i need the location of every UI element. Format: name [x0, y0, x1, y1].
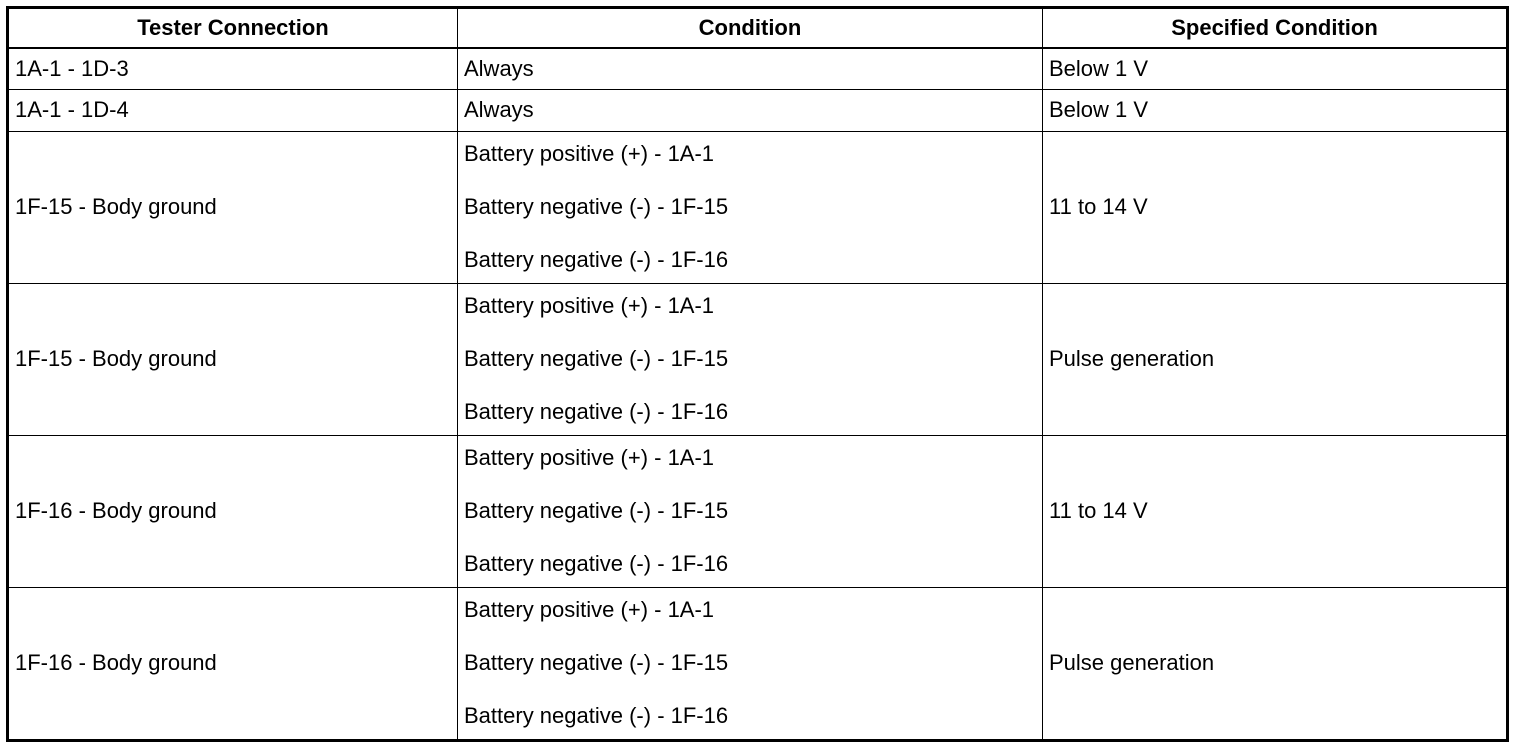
condition-cell	[458, 587, 1043, 740]
tester-connection-cell: 1F-15 - Body ground	[8, 283, 458, 435]
header-specified-condition: Specified Condition	[1043, 8, 1508, 49]
specified-condition-cell: Below 1 V	[1043, 48, 1508, 90]
condition-line: Battery negative (-) - 1F-15	[464, 193, 729, 219]
condition-line: Battery negative (-) - 1F-15	[464, 650, 729, 676]
table-row	[8, 48, 1508, 90]
specified-condition-cell: 11 to 14 V	[1043, 435, 1508, 587]
condition-list	[464, 141, 1036, 273]
condition-line: Battery negative (-) - 1F-16	[464, 398, 729, 424]
condition-line: Battery positive (+) - 1A-1	[464, 445, 715, 471]
header-condition: Condition	[458, 8, 1043, 49]
condition-list	[464, 293, 1036, 425]
condition-list	[464, 597, 1036, 729]
spec-table	[6, 6, 1509, 742]
condition-cell	[458, 131, 1043, 283]
table-row	[8, 283, 1508, 435]
header-tester-connection: Tester Connection	[8, 8, 458, 49]
tester-connection-cell: 1F-16 - Body ground	[8, 587, 458, 740]
table-row	[8, 90, 1508, 131]
condition-line: Battery positive (+) - 1A-1	[464, 141, 715, 167]
table-row	[8, 587, 1508, 740]
condition-cell: Always	[458, 90, 1043, 131]
condition-line: Battery negative (-) - 1F-16	[464, 703, 729, 729]
condition-line: Battery negative (-) - 1F-15	[464, 498, 729, 524]
specified-condition-cell: Below 1 V	[1043, 90, 1508, 131]
condition-cell	[458, 435, 1043, 587]
condition-list	[464, 445, 1036, 577]
condition-cell	[458, 283, 1043, 435]
condition-line: Battery positive (+) - 1A-1	[464, 293, 715, 319]
specified-condition-cell: 11 to 14 V	[1043, 131, 1508, 283]
condition-line: Battery positive (+) - 1A-1	[464, 597, 715, 623]
tester-connection-cell: 1A-1 - 1D-3	[8, 48, 458, 90]
header-row	[8, 8, 1508, 49]
table-row	[8, 435, 1508, 587]
condition-line: Battery negative (-) - 1F-16	[464, 246, 729, 272]
specified-condition-cell: Pulse generation	[1043, 283, 1508, 435]
tester-connection-cell: 1F-16 - Body ground	[8, 435, 458, 587]
tester-connection-cell: 1F-15 - Body ground	[8, 131, 458, 283]
table-row	[8, 131, 1508, 283]
tester-connection-cell: 1A-1 - 1D-4	[8, 90, 458, 131]
condition-line: Battery negative (-) - 1F-15	[464, 346, 729, 372]
condition-cell: Always	[458, 48, 1043, 90]
condition-line: Battery negative (-) - 1F-16	[464, 550, 729, 576]
specified-condition-cell: Pulse generation	[1043, 587, 1508, 740]
